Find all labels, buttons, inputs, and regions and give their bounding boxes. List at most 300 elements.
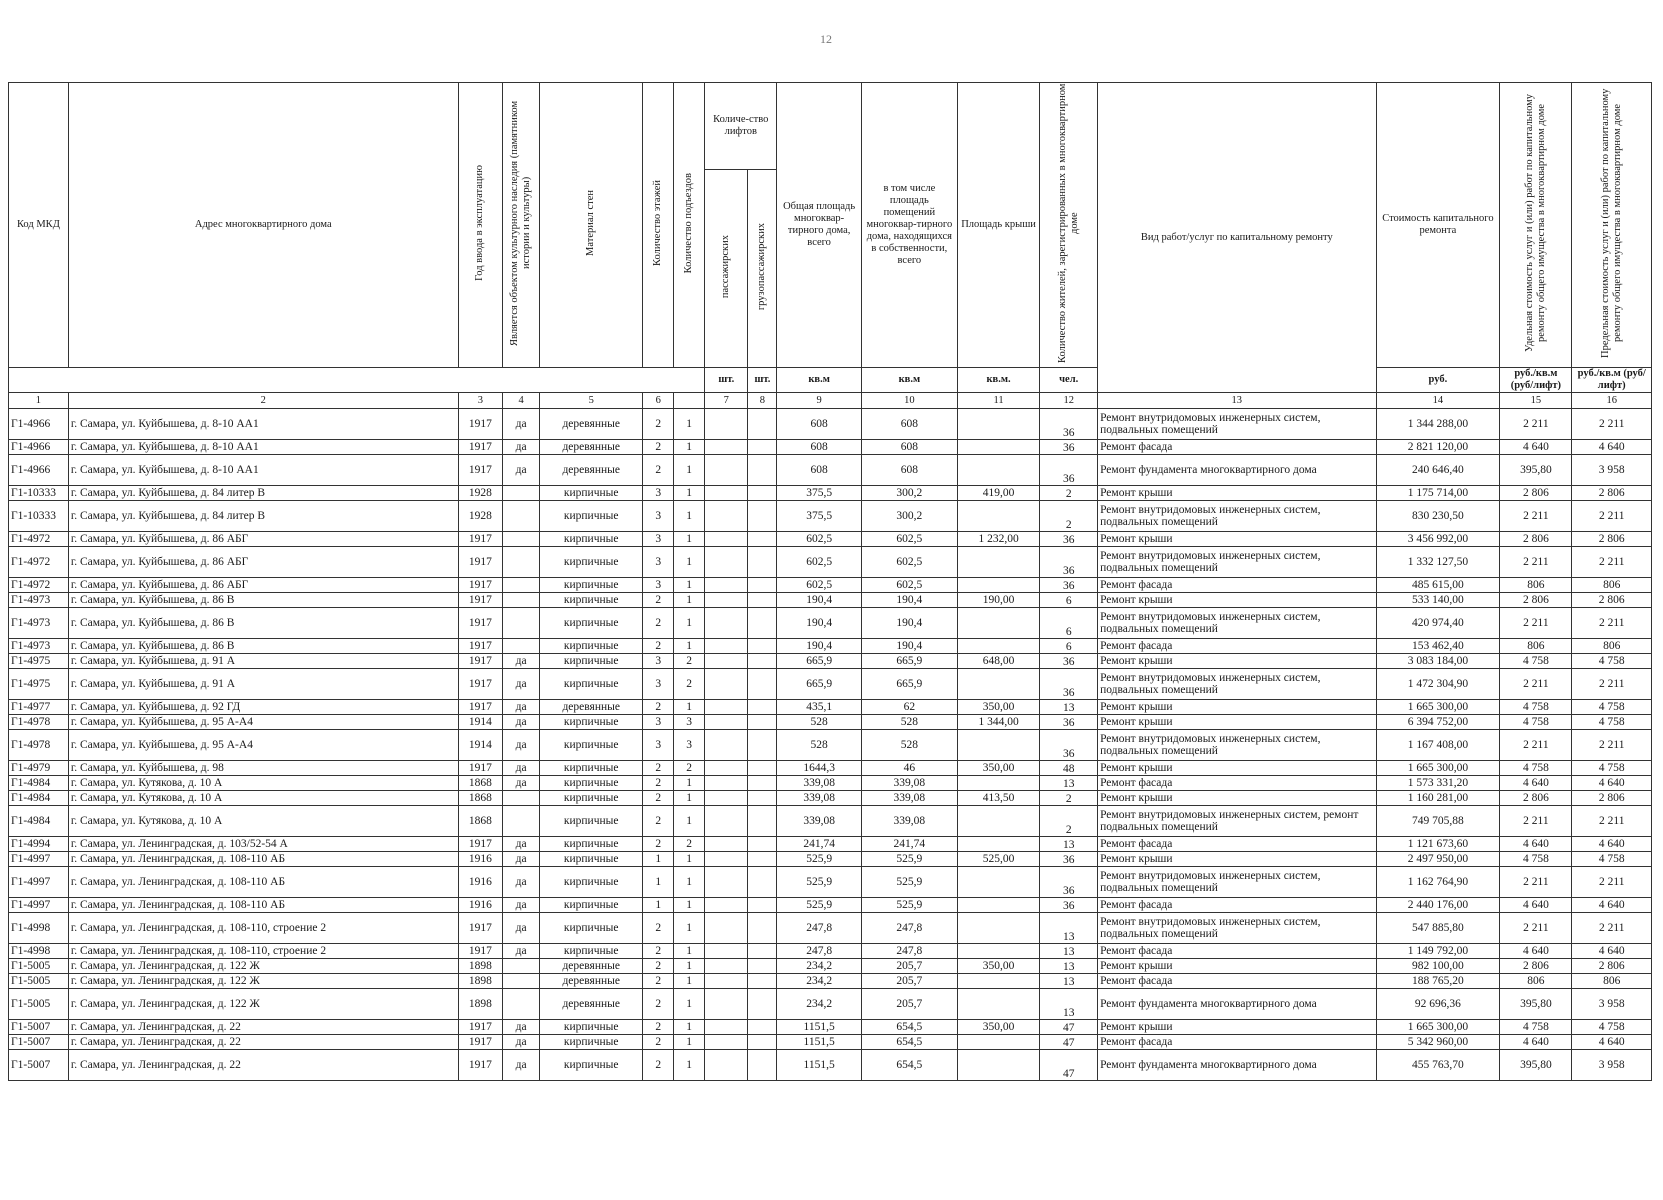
work-type-cell: Ремонт крыши [1098,593,1376,608]
residents-cell: 2 [1040,486,1098,501]
code-cell: Г1-4984 [9,776,69,791]
unit-cost-cell: 2 211 [1500,608,1572,639]
unit-cost-cell: 4 758 [1500,654,1572,669]
residents-cell: 36 [1040,409,1098,440]
year-cell: 1917 [458,440,502,455]
address-cell: г. Самара, ул. Ленинградская, д. 122 Ж [68,989,458,1020]
roof-area-cell [957,944,1040,959]
heritage-cell [503,989,540,1020]
unit-cost-cell: 2 806 [1500,486,1572,501]
address-cell: г. Самара, ул. Куйбышева, д. 86 В [68,639,458,654]
heritage-cell [503,578,540,593]
roof-area-cell [957,639,1040,654]
work-type-cell: Ремонт фундамента многоквартирного дома [1098,455,1376,486]
owned-area-cell: 205,7 [861,974,957,989]
cost-cell: 1 472 304,90 [1376,669,1500,700]
lifts-passenger-cell [705,806,748,837]
column-number: 12 [1040,393,1098,409]
max-cost-cell: 4 758 [1572,654,1652,669]
max-cost-cell: 4 640 [1572,776,1652,791]
total-area-cell: 190,4 [777,593,862,608]
roof-area-cell [957,578,1040,593]
unit-cost-cell: 2 211 [1500,730,1572,761]
wall-material-cell: деревянные [540,409,643,440]
lifts-passenger-cell [705,654,748,669]
wall-material-cell: кирпичные [540,913,643,944]
entrances-cell: 1 [674,700,705,715]
floors-cell: 3 [643,486,674,501]
page-number: 12 [820,32,832,46]
year-cell: 1917 [458,700,502,715]
table-row [9,1035,1652,1050]
unit-cost-cell: 806 [1500,639,1572,654]
unit-cost-cell: 2 211 [1500,913,1572,944]
year-cell: 1898 [458,989,502,1020]
table-row [9,761,1652,776]
header-total-area: Общая площадь многоквар-тирного дома, всего [777,83,862,368]
column-number: 9 [777,393,862,409]
address-cell: г. Самара, ул. Ленинградская, д. 22 [68,1050,458,1081]
work-type-cell: Ремонт крыши [1098,852,1376,867]
unit-cost-cell: 2 211 [1500,806,1572,837]
code-cell: Г1-4984 [9,806,69,837]
address-cell: г. Самара, ул. Куйбышева, д. 8-10 АА1 [68,440,458,455]
table-row [9,974,1652,989]
table-row [9,913,1652,944]
address-cell: г. Самара, ул. Куйбышева, д. 8-10 АА1 [68,455,458,486]
table-row [9,791,1652,806]
owned-area-cell: 654,5 [861,1035,957,1050]
code-cell: Г1-4972 [9,578,69,593]
residents-cell: 6 [1040,593,1098,608]
cost-cell: 188 765,20 [1376,974,1500,989]
code-cell: Г1-4975 [9,669,69,700]
owned-area-cell: 339,08 [861,776,957,791]
lifts-passenger-cell [705,1020,748,1035]
heritage-cell: да [503,1020,540,1035]
max-cost-cell: 2 211 [1572,913,1652,944]
table-row [9,730,1652,761]
owned-area-cell: 190,4 [861,593,957,608]
roof-area-cell: 350,00 [957,959,1040,974]
entrances-cell: 1 [674,486,705,501]
table-row [9,440,1652,455]
capital-repair-table [8,82,1652,1081]
unit-cost-cell: 2 211 [1500,669,1572,700]
total-area-cell: 608 [777,409,862,440]
total-area-cell: 247,8 [777,944,862,959]
address-cell: г. Самара, ул. Куйбышева, д. 84 литер В [68,486,458,501]
unit-cost-cell: 4 640 [1500,440,1572,455]
total-area-cell: 602,5 [777,547,862,578]
code-cell: Г1-4998 [9,944,69,959]
table-row [9,898,1652,913]
work-type-cell: Ремонт внутридомовых инженерных систем, ремонт подвальных помещений [1098,806,1376,837]
column-number: 1 [9,393,69,409]
header-year: Год ввода в эксплуатацию [458,83,502,368]
wall-material-cell: кирпичные [540,532,643,547]
total-area-cell: 602,5 [777,578,862,593]
roof-area-cell [957,501,1040,532]
roof-area-cell [957,1035,1040,1050]
max-cost-cell: 2 211 [1572,501,1652,532]
lifts-passenger-cell [705,959,748,974]
work-type-cell: Ремонт внутридомовых инженерных систем, подвальных помещений [1098,730,1376,761]
entrances-cell: 1 [674,913,705,944]
floors-cell: 1 [643,898,674,913]
work-type-cell: Ремонт крыши [1098,715,1376,730]
cost-cell: 3 083 184,00 [1376,654,1500,669]
lifts-cargo-cell [748,867,777,898]
cost-cell: 5 342 960,00 [1376,1035,1500,1050]
cost-cell: 1 665 300,00 [1376,700,1500,715]
residents-cell: 48 [1040,761,1098,776]
floors-cell: 2 [643,806,674,837]
owned-area-cell: 339,08 [861,791,957,806]
unit-cost-cell: 4 758 [1500,715,1572,730]
owned-area-cell: 608 [861,440,957,455]
floors-cell: 3 [643,669,674,700]
wall-material-cell: кирпичные [540,669,643,700]
cost-cell: 1 665 300,00 [1376,761,1500,776]
header-roof-area: Площадь крыши [957,83,1040,368]
entrances-cell: 2 [674,654,705,669]
lifts-cargo-cell [748,501,777,532]
residents-cell: 47 [1040,1035,1098,1050]
wall-material-cell: кирпичные [540,654,643,669]
wall-material-cell: кирпичные [540,1050,643,1081]
owned-area-cell: 608 [861,409,957,440]
lifts-cargo-cell [748,409,777,440]
unit-cost-cell: 2 211 [1500,501,1572,532]
lifts-cargo-cell [748,989,777,1020]
cost-cell: 420 974,40 [1376,608,1500,639]
residents-cell: 2 [1040,806,1098,837]
total-area-cell: 1644,3 [777,761,862,776]
column-number: 8 [748,393,777,409]
residents-cell: 36 [1040,440,1098,455]
lifts-passenger-cell [705,944,748,959]
residents-cell: 36 [1040,578,1098,593]
year-cell: 1917 [458,837,502,852]
work-type-cell: Ремонт фасада [1098,837,1376,852]
entrances-cell: 1 [674,608,705,639]
total-area-cell: 608 [777,455,862,486]
max-cost-cell: 3 958 [1572,1050,1652,1081]
entrances-cell: 1 [674,440,705,455]
entrances-cell: 3 [674,730,705,761]
lifts-passenger-cell [705,486,748,501]
table-row [9,715,1652,730]
owned-area-cell: 205,7 [861,989,957,1020]
wall-material-cell: кирпичные [540,730,643,761]
year-cell: 1917 [458,578,502,593]
roof-area-cell: 350,00 [957,700,1040,715]
unit-cost-cell: 2 211 [1500,867,1572,898]
residents-cell: 13 [1040,974,1098,989]
owned-area-cell: 665,9 [861,654,957,669]
unit-cost-cell: 4 640 [1500,776,1572,791]
unit-cost-cell: 4 758 [1500,761,1572,776]
wall-material-cell: кирпичные [540,608,643,639]
lifts-cargo-cell [748,1020,777,1035]
work-type-cell: Ремонт фундамента многоквартирного дома [1098,1050,1376,1081]
owned-area-cell: 339,08 [861,806,957,837]
unit-cell: шт. [705,368,748,393]
unit-cost-cell: 4 640 [1500,1035,1572,1050]
wall-material-cell: кирпичные [540,639,643,654]
code-cell: Г1-5005 [9,959,69,974]
unit-cell: кв.м. [957,368,1040,393]
floors-cell: 2 [643,944,674,959]
work-type-cell: Ремонт внутридомовых инженерных систем, подвальных помещений [1098,669,1376,700]
year-cell: 1914 [458,730,502,761]
year-cell: 1916 [458,852,502,867]
work-type-cell: Ремонт крыши [1098,959,1376,974]
residents-cell: 6 [1040,608,1098,639]
residents-cell: 36 [1040,715,1098,730]
residents-cell: 36 [1040,730,1098,761]
code-cell: Г1-5007 [9,1020,69,1035]
owned-area-cell: 608 [861,455,957,486]
entrances-cell: 1 [674,578,705,593]
lifts-cargo-cell [748,913,777,944]
max-cost-cell: 2 806 [1572,532,1652,547]
cost-cell: 1 665 300,00 [1376,1020,1500,1035]
total-area-cell: 375,5 [777,501,862,532]
lifts-passenger-cell [705,913,748,944]
total-area-cell: 435,1 [777,700,862,715]
wall-material-cell: кирпичные [540,1035,643,1050]
entrances-cell: 1 [674,1020,705,1035]
lifts-cargo-cell [748,455,777,486]
owned-area-cell: 205,7 [861,959,957,974]
max-cost-cell: 2 806 [1572,791,1652,806]
floors-cell: 2 [643,913,674,944]
floors-cell: 2 [643,608,674,639]
floors-cell: 1 [643,867,674,898]
header-work-type: Вид работ/услуг по капитальному ремонту [1098,83,1376,393]
floors-cell: 2 [643,1020,674,1035]
address-cell: г. Самара, ул. Кутякова, д. 10 А [68,806,458,837]
code-cell: Г1-4966 [9,455,69,486]
table-row [9,654,1652,669]
heritage-cell [503,532,540,547]
max-cost-cell: 4 640 [1572,944,1652,959]
work-type-cell: Ремонт крыши [1098,791,1376,806]
table-row [9,852,1652,867]
residents-cell: 36 [1040,547,1098,578]
max-cost-cell: 4 640 [1572,1035,1652,1050]
owned-area-cell: 602,5 [861,578,957,593]
year-cell: 1917 [458,1035,502,1050]
lifts-cargo-cell [748,806,777,837]
year-cell: 1898 [458,974,502,989]
entrances-cell: 1 [674,593,705,608]
table-row [9,806,1652,837]
column-number: 3 [458,393,502,409]
total-area-cell: 1151,5 [777,1035,862,1050]
wall-material-cell: кирпичные [540,852,643,867]
owned-area-cell: 665,9 [861,669,957,700]
wall-material-cell: кирпичные [540,898,643,913]
code-cell: Г1-5007 [9,1050,69,1081]
cost-cell: 749 705,88 [1376,806,1500,837]
lifts-cargo-cell [748,578,777,593]
residents-cell: 13 [1040,989,1098,1020]
unit-cell: кв.м [777,368,862,393]
year-cell: 1868 [458,791,502,806]
residents-cell: 13 [1040,913,1098,944]
wall-material-cell: деревянные [540,974,643,989]
owned-area-cell: 46 [861,761,957,776]
address-cell: г. Самара, ул. Ленинградская, д. 108-110 АБ [68,852,458,867]
wall-material-cell: кирпичные [540,547,643,578]
address-cell: г. Самара, ул. Куйбышева, д. 84 литер В [68,501,458,532]
work-type-cell: Ремонт внутридомовых инженерных систем, подвальных помещений [1098,867,1376,898]
residents-cell: 2 [1040,501,1098,532]
residents-cell: 47 [1040,1020,1098,1035]
wall-material-cell: кирпичные [540,761,643,776]
wall-material-cell: кирпичные [540,593,643,608]
entrances-cell: 1 [674,959,705,974]
cost-cell: 1 573 331,20 [1376,776,1500,791]
year-cell: 1917 [458,913,502,944]
code-cell: Г1-4984 [9,791,69,806]
work-type-cell: Ремонт фасада [1098,440,1376,455]
floors-cell: 3 [643,547,674,578]
unit-cost-cell: 4 640 [1500,944,1572,959]
address-cell: г. Самара, ул. Ленинградская, д. 22 [68,1020,458,1035]
total-area-cell: 241,74 [777,837,862,852]
total-area-cell: 339,08 [777,806,862,837]
lifts-passenger-cell [705,1050,748,1081]
header-cost: Стоимость капитального ремонта [1376,83,1500,368]
lifts-cargo-cell [748,669,777,700]
entrances-cell: 1 [674,867,705,898]
heritage-cell: да [503,898,540,913]
heritage-cell [503,547,540,578]
floors-cell: 2 [643,700,674,715]
lifts-cargo-cell [748,654,777,669]
code-cell: Г1-5007 [9,1035,69,1050]
lifts-passenger-cell [705,547,748,578]
roof-area-cell [957,776,1040,791]
work-type-cell: Ремонт фасада [1098,944,1376,959]
address-cell: г. Самара, ул. Куйбышева, д. 86 В [68,593,458,608]
column-number: 11 [957,393,1040,409]
work-type-cell: Ремонт фундамента многоквартирного дома [1098,989,1376,1020]
max-cost-cell: 4 640 [1572,440,1652,455]
unit-cost-cell: 4 640 [1500,837,1572,852]
table-row [9,1020,1652,1035]
residents-cell: 13 [1040,700,1098,715]
code-cell: Г1-4977 [9,700,69,715]
max-cost-cell: 4 758 [1572,715,1652,730]
entrances-cell: 1 [674,501,705,532]
lifts-passenger-cell [705,1035,748,1050]
unit-cost-cell: 806 [1500,974,1572,989]
code-cell: Г1-4997 [9,852,69,867]
roof-area-cell [957,913,1040,944]
entrances-cell: 1 [674,898,705,913]
floors-cell: 2 [643,409,674,440]
column-number: 6 [643,393,674,409]
cost-cell: 6 394 752,00 [1376,715,1500,730]
lifts-passenger-cell [705,791,748,806]
lifts-cargo-cell [748,852,777,867]
entrances-cell: 1 [674,989,705,1020]
lifts-cargo-cell [748,486,777,501]
residents-cell: 36 [1040,867,1098,898]
lifts-passenger-cell [705,593,748,608]
heritage-cell [503,486,540,501]
max-cost-cell: 2 211 [1572,547,1652,578]
lifts-passenger-cell [705,837,748,852]
owned-area-cell: 190,4 [861,608,957,639]
lifts-passenger-cell [705,989,748,1020]
table-row [9,837,1652,852]
lifts-cargo-cell [748,730,777,761]
owned-area-cell: 654,5 [861,1050,957,1081]
roof-area-cell: 350,00 [957,761,1040,776]
floors-cell: 2 [643,455,674,486]
total-area-cell: 608 [777,440,862,455]
lifts-passenger-cell [705,669,748,700]
code-cell: Г1-4979 [9,761,69,776]
year-cell: 1917 [458,654,502,669]
max-cost-cell: 806 [1572,974,1652,989]
residents-cell: 13 [1040,959,1098,974]
floors-cell: 2 [643,791,674,806]
lifts-passenger-cell [705,867,748,898]
code-cell: Г1-4966 [9,440,69,455]
address-cell: г. Самара, ул. Куйбышева, д. 86 АБГ [68,532,458,547]
total-area-cell: 665,9 [777,669,862,700]
lifts-passenger-cell [705,898,748,913]
column-number: 16 [1572,393,1652,409]
max-cost-cell: 2 211 [1572,669,1652,700]
floors-cell: 2 [643,989,674,1020]
year-cell: 1868 [458,806,502,837]
wall-material-cell: кирпичные [540,715,643,730]
total-area-cell: 525,9 [777,852,862,867]
total-area-cell: 525,9 [777,867,862,898]
total-area-cell: 525,9 [777,898,862,913]
code-cell: Г1-4997 [9,867,69,898]
year-cell: 1917 [458,761,502,776]
column-number: 15 [1500,393,1572,409]
address-cell: г. Самара, ул. Куйбышева, д. 92 ГД [68,700,458,715]
floors-cell: 2 [643,593,674,608]
max-cost-cell: 4 640 [1572,898,1652,913]
roof-area-cell [957,547,1040,578]
owned-area-cell: 528 [861,730,957,761]
roof-area-cell [957,409,1040,440]
floors-cell: 1 [643,852,674,867]
header-owned-area: в том числе площадь помещений многоквар-тирного дома, находящихся в собственности, всего [861,83,957,368]
roof-area-cell [957,837,1040,852]
lifts-cargo-cell [748,440,777,455]
unit-cost-cell: 2 211 [1500,547,1572,578]
code-cell: Г1-4973 [9,639,69,654]
cost-cell: 1 160 281,00 [1376,791,1500,806]
header-entrances: Количество подъездов [674,83,705,368]
cost-cell: 240 646,40 [1376,455,1500,486]
address-cell: г. Самара, ул. Куйбышева, д. 86 АБГ [68,547,458,578]
unit-cost-cell: 2 806 [1500,959,1572,974]
owned-area-cell: 300,2 [861,501,957,532]
